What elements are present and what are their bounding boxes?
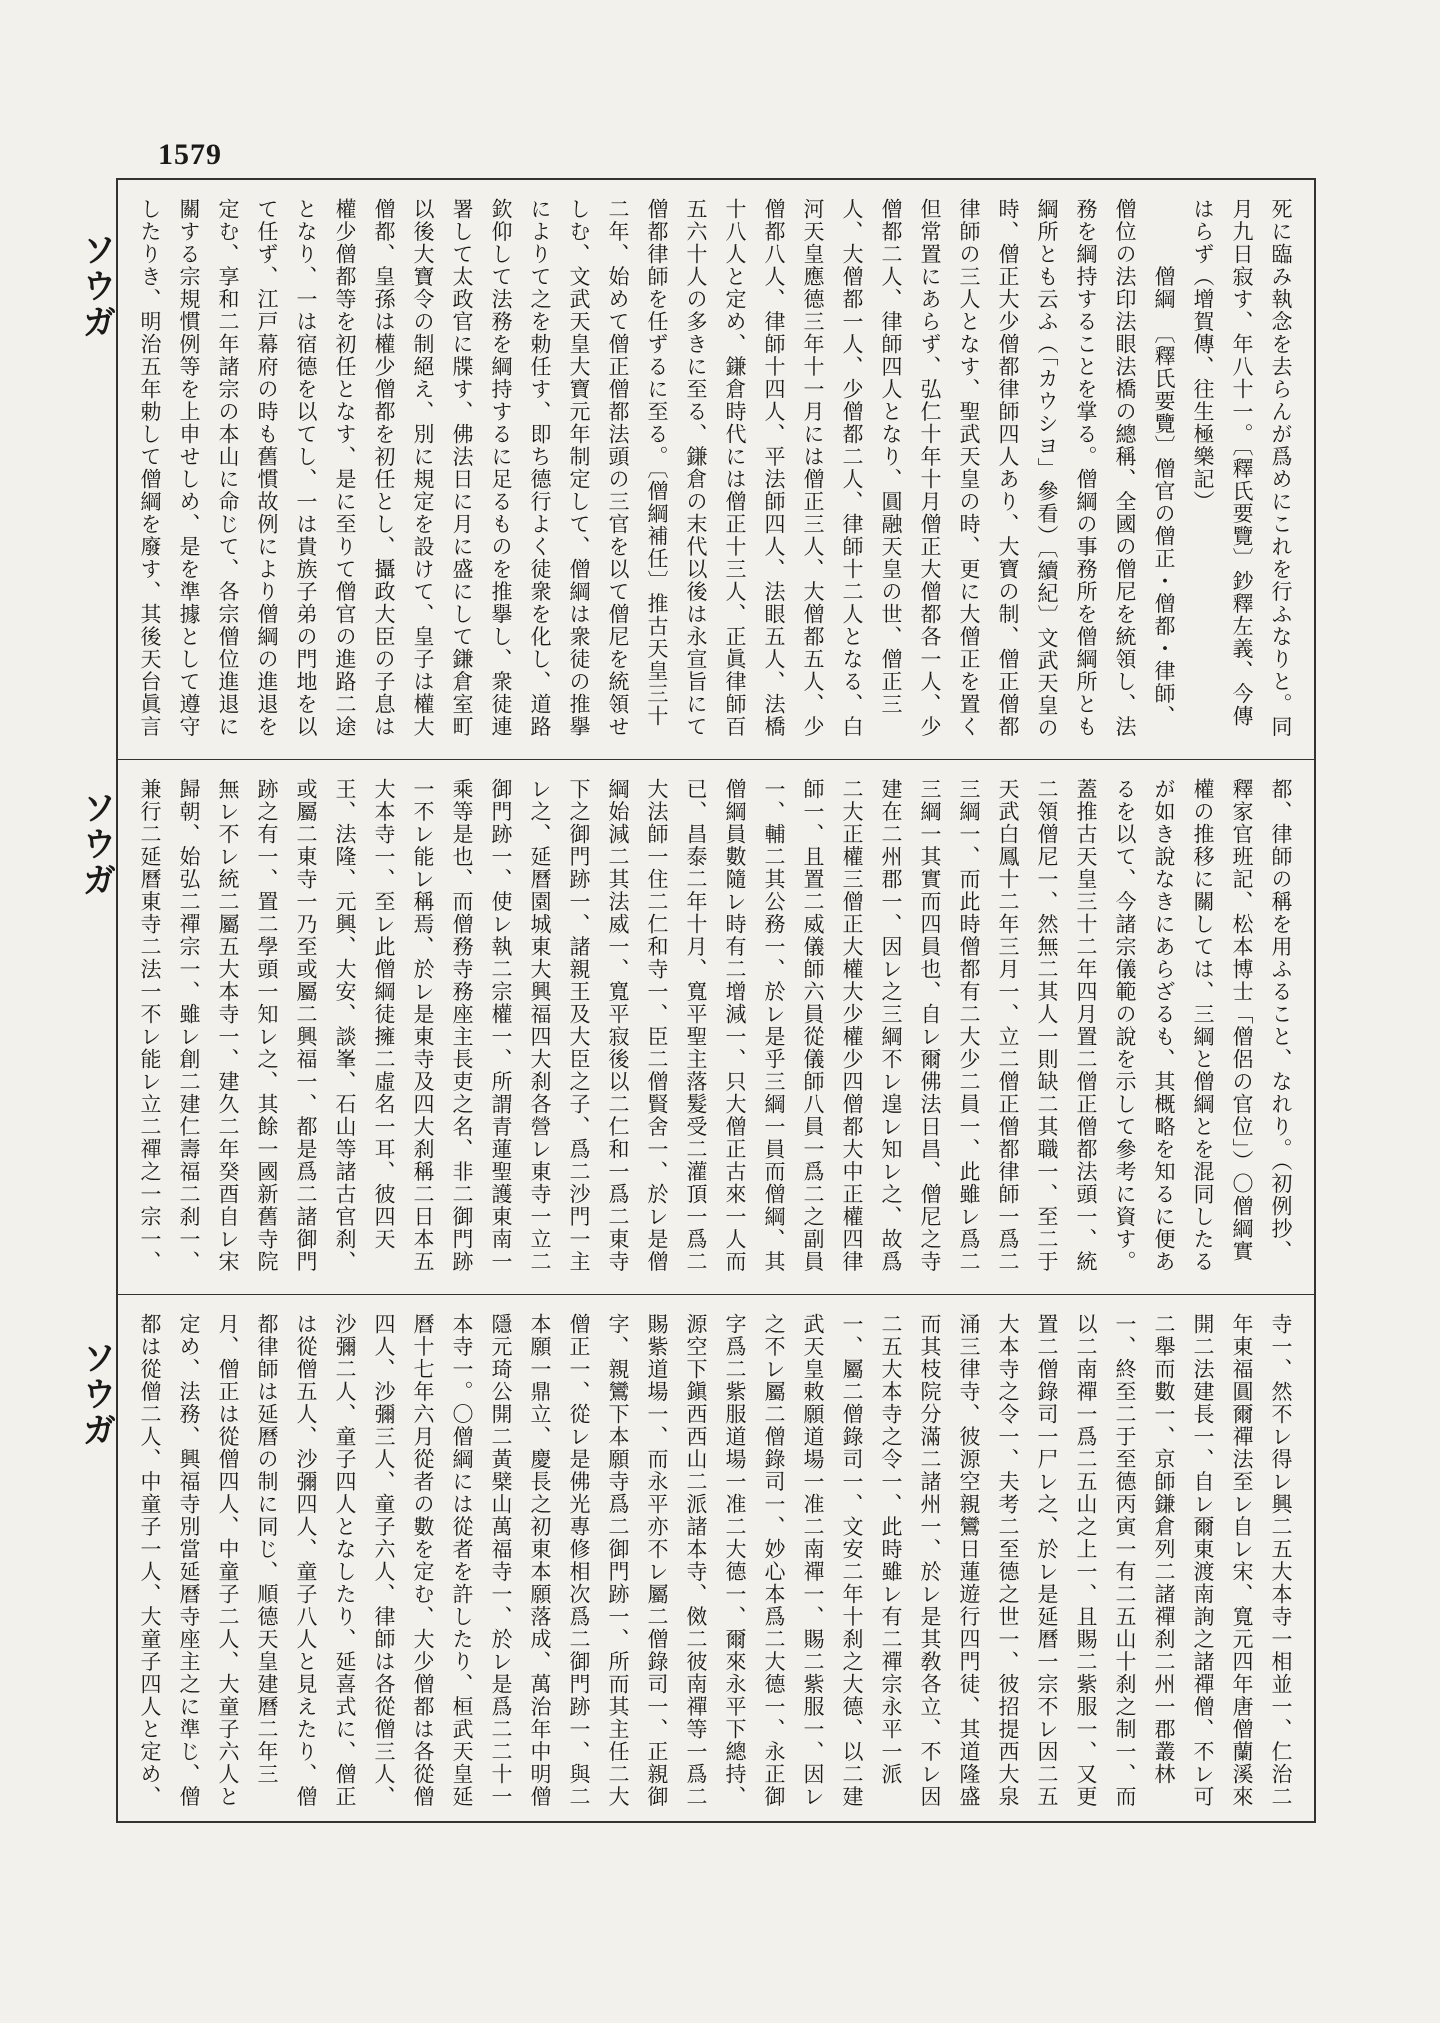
section-top-body: 死に臨み執念を去らんが爲めにこれを行ふなりと。同月九日寂す、年八十一。〔釋氏要覽〕鈔釋左義、今傳はらず（增賀傳、往生極樂記） 僧綱 〔釋氏要覽〕僧官の僧正・僧都・律師、僧位の法印法眼法橋の總稱、全國の僧尼を統領し、法務を綱持することを掌る。僧綱の事務所を僧綱所とも綱所とも云ふ（「カウシヨ」參看）〔續紀〕文武天皇の時、僧正大少僧都律師四人あり、大寶の制、僧正僧都律師の三人となす、聖武天皇の時、更に大僧正を置く但常置にあらず、弘仁十年十月僧正大僧都各一人、少僧都二人、律師四人となり、圓融天皇の世、僧正三人、大僧都一人、少僧都二人、律師十二人となる、白河天皇應德三年十一月には僧正三人、大僧都五人、少僧都八人、律師十四人、平法師四人、法眼五人、法橋十八人と定め、鎌倉時代には僧正十三人、正眞律師百五六十人の多きに至る、鎌倉の末代以後は永宣旨にて僧都律師を任ずるに至る。〔僧綱補任〕推古天皇三十二年、始めて僧正僧都法頭の三官を以て僧尼を統領せしむ、文武天皇大寶元年制定して、僧綱は衆徒の推擧によりて之を勅任す、即ち德行よく徒衆を化し、道路欽仰して法務を綱持するに足るものを推擧し、衆徒連署して太政官に牒す、佛法日に月に盛にして鎌倉室町以後大寶令の制絕え、別に規定を設けて、皇子は權大僧都、皇孫は權少僧都を初任とし、攝政大臣の子息は權少僧都等を初任となす、是に至りて僧官の進路二途となり、一は宿德を以てし、一は貴族子弟の門地を以て任ず、江戸幕府の時も舊慣故例により僧綱の進退を定む、享和二年諸宗の本山に命じて、各宗僧位進退に關する宗規慣例等を上申せしめ、是を準據として遵守したりき、明治五年勅して僧綱を廢す、其後天台眞言 [138,198,1293,740]
text-section-middle [118,760,1314,1295]
page-number: 1579 [158,138,222,171]
page-frame [116,178,1316,1823]
text-section-top [118,180,1314,760]
margin-tab-top: ソウガ [76,232,116,340]
section-bottom-body: 寺一、然不レ得レ興二五大本寺一相並一、仁治二年東福圓爾禪法至レ自レ宋、寬元四年唐僧蘭溪來開二法建長一、自レ爾東渡南詢之諸禪僧、不レ可二舉而數一、京師鎌倉列二諸禪刹二州一郡叢林一、終至二于至德丙寅一有二五山十刹之制一、而以二南禪一爲二五山之上一、且賜二紫服一、又更置二僧錄司一尸レ之、於レ是延曆一宗不レ因二五大本寺之令一、夫考二至德之世一、彼招提西大泉涌三律寺、彼源空親鸞日蓮遊行四門徒、其道隆盛而其枝院分滿二諸州一、於レ是其敎各立、不レ因二五大本寺之令一、此時雖レ有二禪宗永平一派一、屬二僧錄司一、文安二年十刹之大德、以二建武天皇敕願道場一准二南禪一、賜二紫服一、因レ之不レ屬二僧錄司一、妙心本爲二大德一、永正御字爲二紫服道場一准二大德一、爾來永平下總持、源空下鎭西西山二派諸本寺、傚二彼南禪等一爲二賜紫道場一、而永平亦不レ屬二僧錄司一、正親御字、親鸞下本願寺爲二御門跡一、所而其主任二大僧正一、從レ是佛光專修相次爲二御門跡一、與二本願一鼎立、慶長之初東本願落成、萬治年中明僧隱元琦公開二黃檗山萬福寺一、於レ是爲二二十一本寺一。〇僧綱には從者を許したり、桓武天皇延曆十七年六月從者の數を定む、大少僧都は各從僧四人、沙彌三人、童子六人、律師は各從僧三人、沙彌二人、童子四人となしたり、延喜式に、僧正は從僧五人、沙彌四人、童子八人と見えたり、僧都律師は延曆の制に同じ、順德天皇建曆二年三月、僧正は從僧四人、中童子二人、大童子六人と定め、法務、興福寺別當延曆寺座主之に準じ、僧都は從僧二人、中童子一人、大童子四人と定め、 [138,1313,1293,1808]
text-section-bottom [118,1295,1314,1823]
margin-tab-middle: ソウガ [76,790,116,898]
section-middle-body: 都、律師の稱を用ふること、なれり。（初例抄、釋家官班記、松本博士「僧侶の官位」）〇僧綱實權の推移に關しては、三綱と僧綱とを混同したるが如き說なきにあらざるも、其概略を知るに便あるを以て、今諸宗儀範の說を示して參考に資す。蓋推古天皇三十二年四月置二僧正僧都法頭一、統二領僧尼一、然無二其人一則缺二其職一、至二于天武白鳳十二年三月一、立二僧正僧都律師一爲二三綱一、而此時僧都有二大少二員一、此雖レ爲二三綱一其實而四員也、自レ爾佛法日昌、僧尼之寺建在二州郡一、因レ之三綱不レ遑レ知レ之、故爲二大正權三僧正大權大少權少四僧都大中正權四律師一、且置二威儀師六員從儀師八員一爲二之副員一、輔二其公務一、於レ是乎三綱一員而僧綱、其僧綱員數隨レ時有二增減一、只大僧正古來一人而已、昌泰二年十月、寬平聖主落髮受二灌頂一爲二大法師一住二仁和寺一、臣二僧賢舍一、於レ是僧綱始減二其法威一、寬平寂後以二仁和一爲二東寺下之御門跡一、諸親王及大臣之子、爲二沙門一主レ之、延曆園城東大興福四大刹各營レ東寺一立二御門跡一、使レ執二宗權一、所謂青蓮聖護東南一乘等是也、而僧務寺務座主長吏之名、非二御門跡一不レ能レ稱焉、於レ是東寺及四大刹稱二日本五大本寺一、至レ此僧綱徒擁二虛名一耳、彼四天王、法隆、元興、大安、談峯、石山等諸古官刹、或屬二東寺一乃至或屬二興福一、都是爲二諸御門跡之有一、置二學頭一知レ之、其餘一國新舊寺院無レ不レ統二屬五大本寺一、建久二年癸酉自レ宋歸朝、始弘二禪宗一、雖レ創二建仁壽福二刹一、兼行二延曆東寺二法一不レ能レ立二禪之一宗一、 [138,778,1293,1273]
margin-tab-bottom: ソウガ [76,1340,116,1448]
